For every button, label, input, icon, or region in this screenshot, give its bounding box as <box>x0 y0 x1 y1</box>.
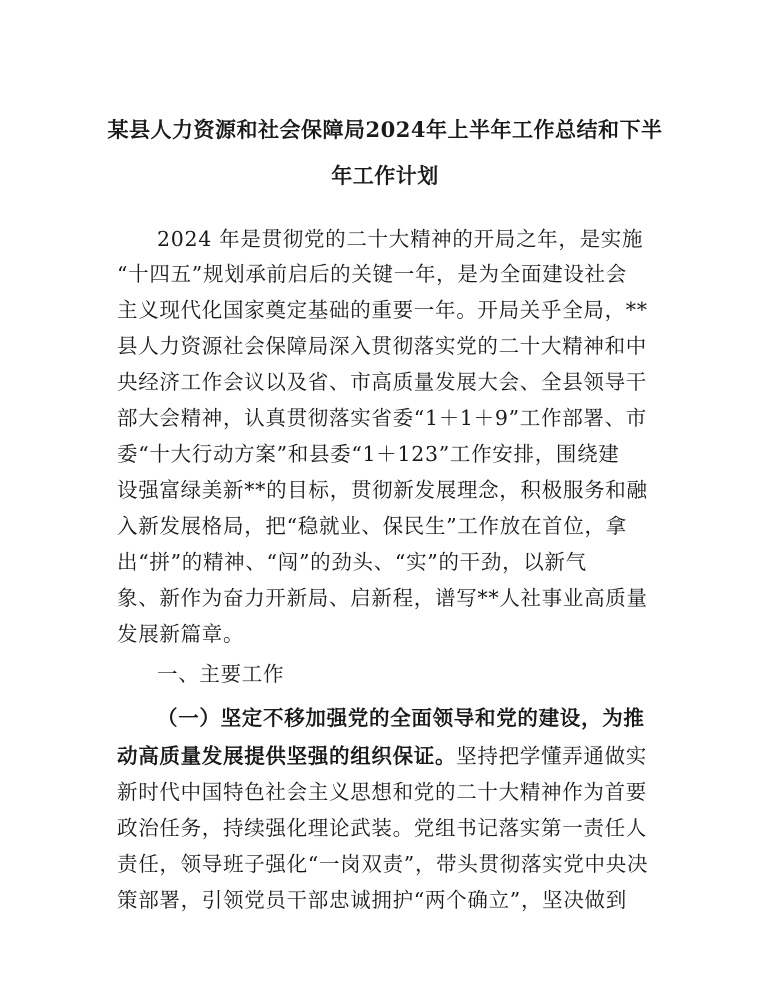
intro-line: 部大会精神，认真贯彻落实省委“1＋1＋9”工作部署、市 <box>117 406 647 430</box>
intro-line: 出“拼”的精神、“闯”的劲头、“实”的干劲，以新气 <box>117 550 587 574</box>
body-line: 新时代中国特色社会主义思想和党的二十大精神作为首要 <box>117 780 647 804</box>
body-line: 策部署，引领党员干部忠诚拥护“两个确立”，坚决做到 <box>117 888 627 912</box>
intro-line: “十四五”规划承前启后的关键一年，是为全面建设社会 <box>117 262 627 286</box>
subsection-heading-line-1: （一）坚定不移加强党的全面领导和党的建设，为推 <box>157 706 645 730</box>
intro-line: 2024 年是贯彻党的二十大精神的开局之年，是实施 <box>157 227 644 251</box>
intro-line: 委“十大行动方案”和县委“1＋123”工作安排，围绕建 <box>117 442 620 466</box>
subsection-line-2-rest: 坚持把学懂弄通做实 <box>456 744 648 768</box>
document-title-line-1: 某县人力资源和社会保障局2024年上半年工作总结和下半 <box>107 117 663 142</box>
body-line: 政治任务，持续强化理论武装。党组书记落实第一责任人 <box>117 816 647 840</box>
intro-line: 央经济工作会议以及省、市高质量发展大会、全县领导干 <box>117 370 647 394</box>
intro-line: 入新发展格局，把“稳就业、保民生”工作放在首位，拿 <box>117 514 627 538</box>
intro-line: 发展新篇章。 <box>117 622 245 646</box>
section-heading: 一、主要工作 <box>157 662 285 686</box>
document-title-line-2: 年工作计划 <box>331 163 439 188</box>
intro-line: 县人力资源社会保障局深入贯彻落实党的二十大精神和中 <box>117 334 647 358</box>
intro-line: 象、新作为奋力开新局、启新程，谱写**人社事业高质量 <box>117 586 648 610</box>
subsection-heading-line-2: 动高质量发展提供坚强的组织保证。 <box>117 744 457 768</box>
intro-line: 设强富绿美新**的目标，贯彻新发展理念，积极服务和融 <box>117 478 648 502</box>
intro-line: 主义现代化国家奠定基础的重要一年。开局关乎全局，** <box>117 298 648 322</box>
subsection-line-2 <box>117 741 647 771</box>
body-line: 责任，领导班子强化“一岗双责”，带头贯彻落实党中央决 <box>117 852 649 876</box>
